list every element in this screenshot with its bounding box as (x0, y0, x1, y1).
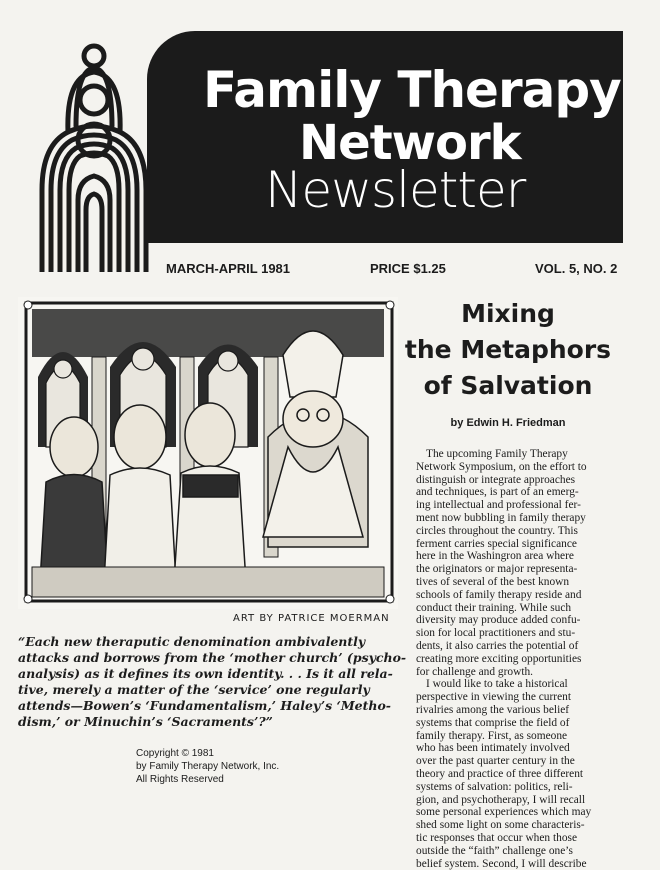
issue-volume: VOL. 5, NO. 2 (535, 261, 617, 276)
article-line: dents, it also carries the potential of (416, 640, 616, 653)
article-title (402, 296, 614, 404)
article-line: circles throughout the country. This (416, 525, 616, 538)
article-title-line-1: Mixing (402, 296, 614, 332)
cartoon-illustration (18, 297, 398, 609)
article-line: belief system. Second, I will describe (416, 858, 616, 870)
article-line: some personal experiences which may (416, 806, 616, 819)
article-line: ferment carries special significance (416, 538, 616, 551)
masthead-title-newsletter: Newsletter (265, 161, 525, 219)
article-title-line-3: of Salvation (402, 368, 614, 404)
article-line: ment now bubbling in family therapy (416, 512, 616, 525)
pull-quote: “Each new theraputic denomination ambivalently attacks and borrows from the ‘mother church’ (psycho-analysis) as it defines its own identity. . . Is it all rela-tive, merely a matter of the ‘service’ one regularly attends—Bowen’s ‘Fundamentalism,’ Haley’s ‘Metho-dism,’ or Minuchin’s ‘Sacraments’?” (18, 634, 413, 730)
article-line: and techniques, is part of an emerg- (416, 486, 616, 499)
article-line: here in the Washingron area where (416, 550, 616, 563)
article-line: who has been intimately involved (416, 742, 616, 755)
article-line: family therapy. First, as someone (416, 730, 616, 743)
article-line: diversity may produce added confu- (416, 614, 616, 627)
article-line: theory and practice of three different (416, 768, 616, 781)
copyright-line-2: by Family Therapy Network, Inc. (136, 760, 336, 773)
article-line: conduct their training. While such (416, 602, 616, 615)
article-line: for challenge and growth. (416, 666, 616, 679)
article-line: Network Symposium, on the effort to (416, 461, 616, 474)
article-line: The upcoming Family Therapy (416, 448, 616, 461)
masthead-title-family-therapy: Family Therapy (203, 61, 621, 119)
article-body (416, 448, 616, 870)
article-title-line-2: the Metaphors (402, 332, 614, 368)
article-line: perspective in viewing the current (416, 691, 616, 704)
copyright-notice (136, 747, 336, 786)
article-line: systems of salvation: politics, reli- (416, 781, 616, 794)
article-line: I would like to take a historical (416, 678, 616, 691)
article-byline: by Edwin H. Friedman (418, 417, 598, 429)
article-line: distinguish or integrate approaches (416, 474, 616, 487)
article-line: tives of several of the best known (416, 576, 616, 589)
issue-date: MARCH-APRIL 1981 (166, 261, 290, 276)
copyright-line-3: All Rights Reserved (136, 773, 336, 786)
art-credit: ART BY PATRICE MOERMAN (233, 613, 390, 624)
article-line: the originators or major representa- (416, 563, 616, 576)
article-line: schools of family therapy reside and (416, 589, 616, 602)
article-line: ing intellectual and professional fer- (416, 499, 616, 512)
masthead-title-network: Network (299, 115, 521, 171)
article-line: systems that comprise the field of (416, 717, 616, 730)
article-line: tic responses that occur when those (416, 832, 616, 845)
article-line: sion for local practitioners and stu- (416, 627, 616, 640)
masthead-banner (147, 31, 623, 243)
article-line: rivalries among the various belief (416, 704, 616, 717)
article-line: over the past quarter century in the (416, 755, 616, 768)
issue-price: PRICE $1.25 (370, 261, 446, 276)
article-line: shed some light on some characteris- (416, 819, 616, 832)
logo-symbol (38, 40, 150, 272)
article-line: outside the “faith” challenge one’s (416, 845, 616, 858)
article-line: creating more exciting opportunities (416, 653, 616, 666)
article-line: gion, and psychotherapy, I will recall (416, 794, 616, 807)
copyright-line-1: Copyright © 1981 (136, 747, 336, 760)
